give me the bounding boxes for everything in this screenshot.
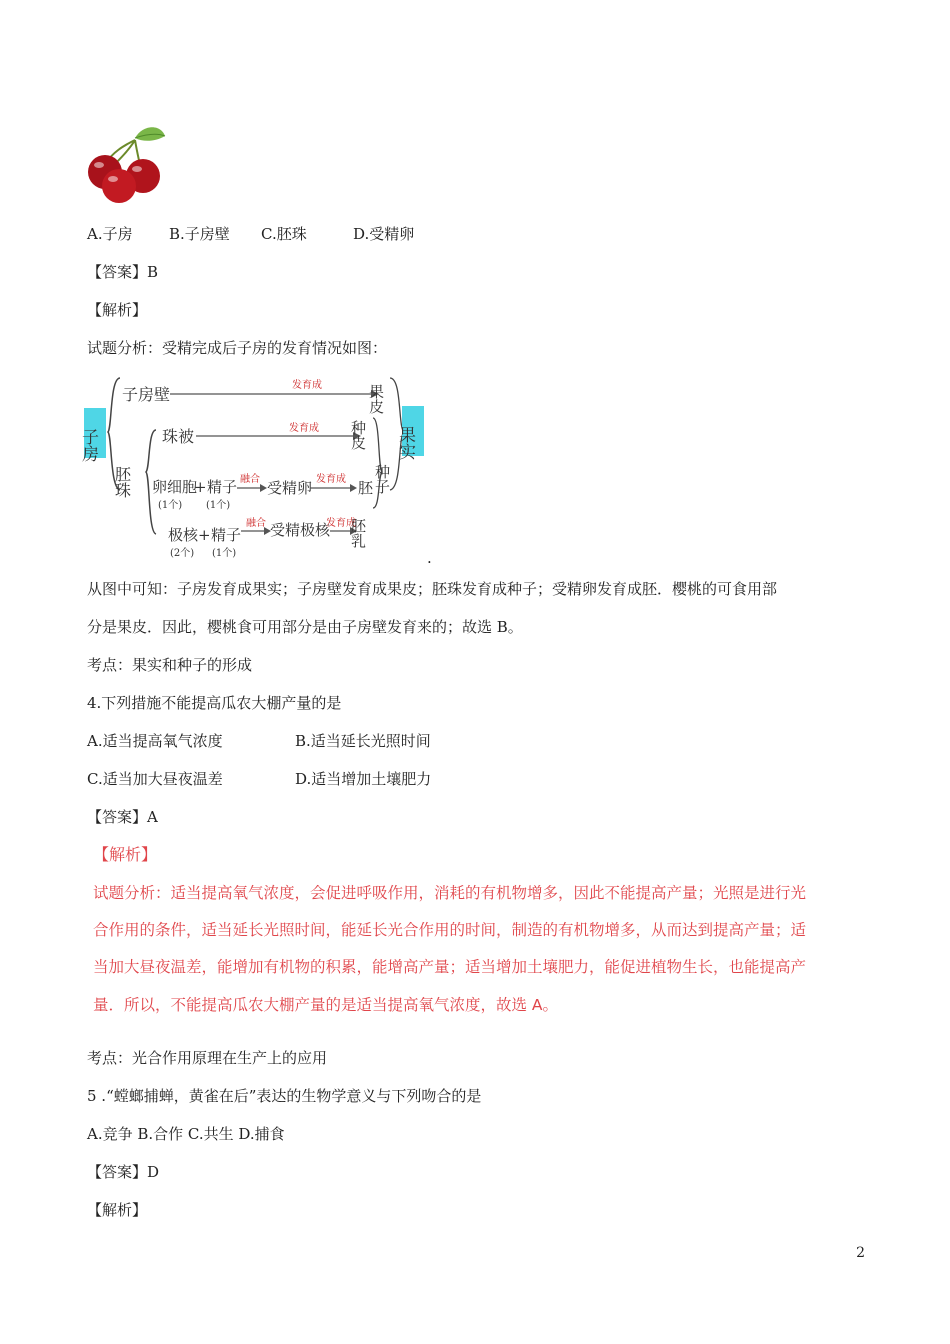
q3-option-c: C.胚珠 [261, 225, 307, 243]
zygote-label: 受精卵 [267, 479, 313, 497]
sperm-label-2: 精子 [211, 526, 242, 544]
cherry-image [83, 120, 168, 205]
fertilized-polar-label: 受精极核 [270, 521, 331, 539]
q5-analysis-label: 【解析】 [87, 1201, 148, 1219]
q5-question: 5 .“螳螂捕蝉，黄雀在后”表达的生物学意义与下列吻合的是 [87, 1087, 482, 1105]
plus-sign-2: + [198, 526, 211, 544]
sperm-count-1: (1个) [206, 500, 231, 511]
q3-explanation-line2: 分是果皮．因此，樱桃食可用部分是由子房壁发育来的；故选 B。 [87, 618, 523, 636]
q4-analysis-line2: 合作用的条件，适当延长光照时间，能延长光合作用的时间，制造的有机物增多，从而达到提高产量；适 [93, 921, 807, 939]
q4-options-row1 [87, 731, 431, 751]
develop-label-2: 发育成 [289, 423, 319, 434]
fusion-label-1: 融合 [240, 474, 260, 485]
q3-option-d: D.受精卵 [353, 225, 415, 243]
q3-option-a: A.子房 [87, 225, 133, 243]
q4-answer: 【答案】A [87, 808, 158, 826]
q5-options: A.竞争 B.合作 C.共生 D.捕食 [87, 1125, 285, 1143]
q3-analysis-intro: 试题分析：受精完成后子房的发育情况如图： [87, 339, 388, 357]
q4-option-c: C.适当加大昼夜温差 [87, 770, 223, 788]
page-number: 2 [856, 1245, 865, 1261]
q3-analysis-label: 【解析】 [87, 301, 148, 319]
embryo-label: 胚 [358, 479, 374, 497]
develop-label-4: 发育成 [326, 518, 356, 529]
q3-options [87, 224, 414, 244]
polar-nuclei-label: 极核 [168, 526, 199, 544]
q3-point: 考点：果实和种子的形成 [87, 656, 253, 674]
q4-question: 4.下列措施不能提高瓜农大棚产量的是 [87, 694, 342, 712]
develop-label-1: 发育成 [292, 380, 322, 391]
polar-nuclei-count: (2个) [170, 548, 195, 559]
q4-option-a: A.适当提高氧气浓度 [87, 732, 223, 750]
plus-sign-1: + [194, 478, 207, 496]
ovary-wall-label: 子房壁 [122, 385, 171, 404]
seed-label: 种子 [373, 464, 391, 494]
seed-coat-label: 种皮 [349, 420, 367, 450]
q3-explanation-line1: 从图中可知：子房发育成果实；子房壁发育成果皮；胚珠发育成种子；受精卵发育成胚．樱桃的可食用部 [87, 580, 778, 598]
q4-option-d: D.适当增加土壤肥力 [295, 770, 432, 788]
q5-answer: 【答案】D [87, 1163, 160, 1181]
q4-analysis-line1: 试题分析：适当提高氧气浓度，会促进呼吸作用，消耗的有机物增多，因此不能提高产量；光照是进行光 [93, 884, 807, 902]
ovary-label: 子房 [78, 428, 98, 462]
fruit-label: 果实 [395, 426, 415, 460]
diagram-trailing-dot: . [427, 549, 432, 567]
q4-options-row2 [87, 769, 431, 789]
egg-cell-label: 卵细胞 [152, 478, 198, 496]
develop-label-3: 发育成 [316, 474, 346, 485]
q4-analysis-line4: 量．所以，不能提高瓜农大棚产量的是适当提高氧气浓度，故选 A。 [93, 996, 559, 1014]
q4-point: 考点：光合作用原理在生产上的应用 [87, 1049, 328, 1067]
integument-label: 珠被 [162, 427, 195, 446]
pericarp-label: 果皮 [367, 384, 385, 414]
q4-analysis-label: 【解析】 [93, 845, 158, 864]
sperm-label-1: 精子 [207, 478, 238, 496]
q4-option-b: B.适当延长光照时间 [295, 732, 431, 750]
q3-option-b: B.子房壁 [169, 225, 230, 243]
q3-answer: 【答案】B [87, 263, 159, 281]
sperm-count-2: (1个) [212, 548, 237, 559]
fusion-label-2: 融合 [246, 518, 266, 529]
egg-count: (1个) [158, 500, 183, 511]
endosperm-label: 胚乳 [349, 518, 367, 548]
ovule-label: 胚珠 [112, 466, 132, 498]
ovary-development-diagram [78, 368, 429, 560]
q4-analysis-line3: 当加大昼夜温差，能增加有机物的积累，能增高产量；适当增加土壤肥力，能促进植物生长，也能提高产 [93, 958, 807, 976]
